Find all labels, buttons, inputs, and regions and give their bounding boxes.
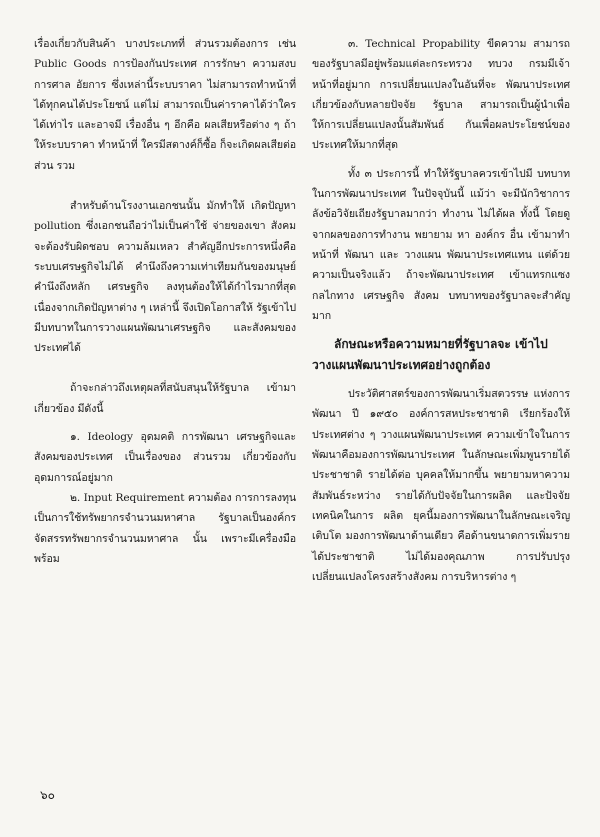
- list-item-ideology: ๑. Ideology อุดมคติ การพัฒนา เศรษฐกิจและสังคมของประเทศ เป็นเรื่องของ ส่วนรวม เกี่ยวข้องกับอุดมการณ์อยู่มาก: [34, 431, 296, 484]
- left-paragraph-2: สำหรับด้านโรงงานเอกชนนั้น มักทำให้ เกิดปัญหา pollution ซึ่งเอกชนถือว่าไม่เป็นค่าใช้ จ่ายของเขา สังคมจะต้องรับผิดชอบ ความล้มเหลว สำคัญอีกประการหนึ่งคือ ระบบเศรษฐกิจไม่ได้ คำนึงถึงความเท่าเทียมกันของมนุษย์ คำนึงถึงหลัก เศรษฐกิจ ลงทุนต้องให้ได้กำไรมากที่สุด เนื่องจากเกิดปัญหาต่าง ๆ เหล่านี้ จึงเปิดโอกาสให้ รัฐเข้าไปมีบทบาทในการวางแผนพัฒนาเศรษฐกิจ และสังคมของประเทศได้: [34, 200, 296, 355]
- left-paragraph-3: ถ้าจะกล่าวถึงเหตุผลที่สนับสนุนให้รัฐบาล เข้ามาเกี่ยวข้อง มีดังนี้: [34, 382, 296, 415]
- list-item-input-requirement: ๒. Input Requirement ความต้อง การการลงทุน เป็นการใช้ทรัพยากรจำนวนมหาศาล รัฐบาลเป็นองค์กรจัดสรรทรัพยากรจำนวนมหาศาล นั้น เพราะมีเครื่องมือพร้อม: [34, 491, 296, 565]
- section-heading: ลักษณะหรือความหมายที่รัฐบาลจะ เข้าไปวางแผนพัฒนาประเทศอย่างถูกต้อง: [312, 337, 548, 373]
- left-column: [34, 34, 296, 569]
- right-column: [312, 34, 570, 587]
- right-paragraph-1: ทั้ง ๓ ประการนี้ ทำให้รัฐบาลควรเข้าไปมี บทบาทในการพัฒนาประเทศ ในปัจจุบันนี้ แม้ว่า จะมีนักวิชาการ ลังข้อวิจัยเถียงรัฐบาลมากว่า ทำงาน ไม่ได้ผล ทั้งนี้ โดยดูจากผลของการทำงาน พยายาม หา องค์กร อื่น เข้ามาทำ หน้าที่ พัฒนา และ วางแผน พัฒนาประเทศแทน แต่ด้วยความเป็นจริงแล้ว ถ้าจะพัฒนาประเทศ เข้าแทรกแซงกลไกทาง เศรษฐกิจ สังคม บทบาทของรัฐบาลจะสำคัญมาก: [312, 167, 570, 322]
- page-number: ๖๐: [40, 788, 55, 802]
- list-item-technical: ๓. Technical Propability ขีดความ สามารถของรัฐบาลมีอยู่พร้อมแต่ละกระทรวง ทบวง กรมมีเจ้าหน้าที่อยู่มาก การเปลี่ยนแปลงในอันที่จะ พัฒนาประเทศเกี่ยวข้องกับหลายปัจจัย รัฐบาล สามารถเป็นผู้นำเพื่อให้การเปลี่ยนแปลงนั้นสัมพันธ์ กันเพื่อผลประโยชน์ของประเทศให้มากที่สุด: [312, 38, 570, 152]
- left-paragraph-1: เรื่องเกี่ยวกับสินค้า บางประเภทที่ ส่วนรวมต้องการ เช่น Public Goods การป้องกันประเทศ การรักษา ความสงบ การศาล อัยการ ซึ่งเหล่านี้ระบบราคา ไม่สามารถทำหน้าที่ได้ทุกคนได้ประโยชน์ แต่ไม่ สามารถเป็นค่าราคาได้ว่าใครได้เท่าไร และอาจมี เรื่องอื่น ๆ อีกคือ ผลเสียหรือต่าง ๆ ถ้าให้ระบบราคา ทำหน้าที่ ใครมีสตางค์ก็ซื้อ ก็จะเกิดผลเสียต่อส่วน รวม: [34, 38, 296, 172]
- right-paragraph-2: ประวัติศาสตร์ของการพัฒนาเริ่มสตวรรษ แห่งการพัฒนา ปี ๑๙๕๐ องค์การสหประชาชาติ เรียกร้องให้ประเทศต่าง ๆ วางแผนพัฒนาประเทศ ความเข้าใจในการพัฒนาคือมองการพัฒนาประเทศ ในลักษณะเพิ่มพูนรายได้ประชาชาติ รายได้ต่อ บุคคลให้มากขึ้น พยายามหาความสัมพันธ์ระหว่าง รายได้กับปัจจัยในการผลิต และปัจจัยเทคนิคในการ ผลิต ยุคนี้มองการพัฒนาในลักษณะเจริญเติบโต มองการพัฒนาด้านเดียว คือด้านขนาดการเพิ่มราย ได้ประชาชาติ ไม่ได้มองคุณภาพ การปรับปรุง เปลี่ยนแปลงโครงสร้างสังคม การบริหารต่าง ๆ: [312, 388, 570, 583]
